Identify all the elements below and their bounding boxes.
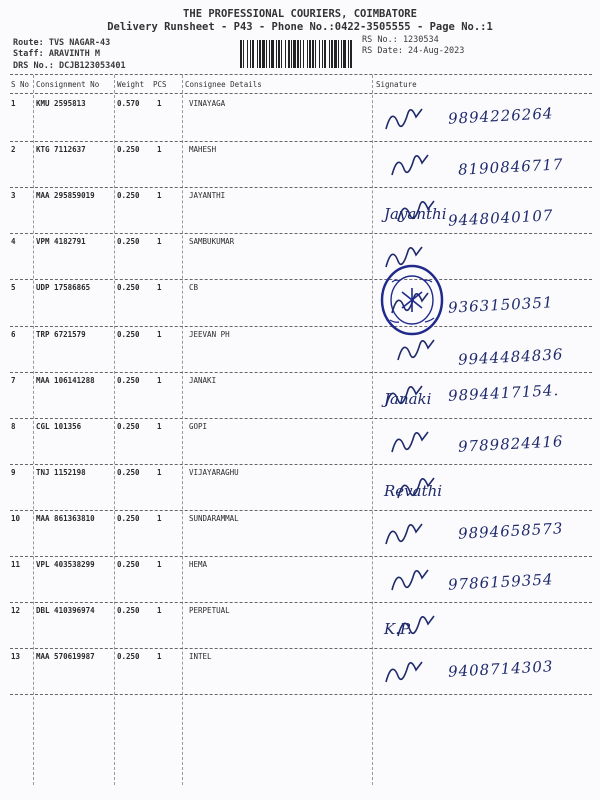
signature-phone: 9408714303 — [447, 657, 554, 681]
barcode-bar — [319, 40, 320, 68]
company-name: THE PROFESSIONAL COURIERS, COIMBATORE — [183, 8, 417, 20]
row-weight: 0.250 — [117, 652, 140, 662]
row-consignment: TNJ 1152198 — [36, 467, 86, 477]
row-consignee: PERPETUAL — [189, 606, 230, 616]
barcode-bar — [343, 40, 346, 68]
row-consignment: VPM 4182791 — [36, 237, 86, 247]
row-weight: 0.250 — [117, 467, 140, 477]
barcode-bar — [312, 40, 314, 68]
row-consignee: MAHESH — [189, 145, 217, 155]
header-top-rule — [10, 74, 592, 75]
row-pcs: 1 — [157, 606, 162, 616]
row-separator — [10, 510, 592, 511]
row-signature — [378, 560, 588, 604]
row-consignee: VIJAYARAGHU — [189, 467, 239, 477]
row-consignee: SAMBUKUMAR — [189, 237, 235, 247]
barcode-bar — [285, 40, 286, 68]
row-sno: 4 — [11, 237, 16, 247]
row-consignee: SUNDARAMMAL — [189, 513, 239, 523]
row-pcs: 1 — [157, 652, 162, 662]
row-consignee: JEEVAN PH — [189, 329, 230, 339]
row-separator — [10, 326, 592, 327]
barcode-bar — [288, 40, 290, 68]
barcode-bar — [350, 40, 352, 68]
row-sno: 1 — [11, 99, 16, 108]
row-sno: 5 — [11, 283, 16, 293]
signature-phone: 9894226264 — [447, 104, 554, 128]
barcode-bar — [309, 40, 311, 68]
signature-phone: 9944484836 — [457, 344, 564, 369]
barcode-bar — [271, 40, 274, 68]
row-signature — [378, 191, 588, 235]
row-sno: 2 — [11, 145, 16, 155]
signature-name: Jayanthi — [384, 205, 447, 224]
barcode-bar — [257, 40, 258, 68]
row-consignee: GOPI — [189, 421, 208, 431]
row-consignment: MAA 570619987 — [36, 652, 95, 662]
col-divider — [114, 75, 115, 785]
row-pcs: 1 — [157, 237, 162, 247]
barcode-bar — [307, 40, 308, 68]
row-pcs: 1 — [157, 329, 162, 339]
row-separator — [10, 418, 592, 419]
barcode-bar — [243, 40, 244, 68]
runsheet-title — [0, 8, 600, 34]
row-sno: 9 — [11, 467, 16, 477]
barcode-bar — [293, 40, 296, 68]
row-signature — [378, 652, 588, 696]
rs-number: RS No.: 1230534 — [362, 35, 439, 45]
col-header-weight: Weight — [117, 80, 145, 89]
signature-phone: 9894417154. — [447, 380, 560, 405]
row-pcs: 1 — [157, 421, 162, 431]
row-signature — [378, 99, 588, 143]
row-weight: 0.250 — [117, 145, 140, 155]
drs-number: DRS No.: DCJB123053401 — [13, 61, 126, 71]
row-sno: 3 — [11, 191, 16, 201]
row-weight: 0.250 — [117, 329, 140, 339]
row-signature — [378, 422, 588, 466]
col-header-sno: S No — [11, 80, 30, 89]
row-pcs: 1 — [157, 99, 162, 108]
barcode-bar — [281, 40, 282, 68]
row-consignment: KTG 7112637 — [36, 145, 86, 155]
col-header-pcs: PCS — [153, 80, 167, 89]
row-weight: 0.250 — [117, 513, 140, 523]
signature-phone: 9789824416 — [457, 431, 564, 456]
row-pcs: 1 — [157, 283, 162, 293]
row-signature — [378, 606, 588, 650]
signature-phone: 9894658573 — [457, 519, 564, 543]
barcode-bar — [322, 40, 323, 68]
row-weight: 0.570 — [117, 99, 140, 108]
row-separator — [10, 556, 592, 557]
row-separator — [10, 694, 592, 695]
header-bottom-rule — [10, 93, 592, 94]
row-separator — [10, 141, 592, 142]
col-divider — [33, 75, 34, 785]
row-weight: 0.250 — [117, 421, 140, 431]
row-signature — [378, 468, 588, 512]
barcode-bar — [303, 40, 304, 68]
signature-name: Revathi — [384, 481, 443, 500]
row-consignment: CGL 101356 — [36, 421, 82, 431]
barcode-bar — [266, 40, 267, 68]
row-separator — [10, 372, 592, 373]
row-separator — [10, 187, 592, 188]
row-consignment: UDP 17586865 — [36, 283, 91, 293]
row-sno: 13 — [11, 652, 21, 662]
col-divider — [182, 75, 183, 785]
row-separator — [10, 602, 592, 603]
runsheet-subtitle: Delivery Runsheet - P43 - Phone No.:0422-3505555 - Page No.:1 — [107, 21, 493, 33]
signature-phone: 8190846717 — [457, 155, 564, 179]
row-sno: 7 — [11, 375, 16, 385]
row-signature — [378, 376, 588, 420]
row-separator — [10, 279, 592, 280]
barcode-bar — [297, 40, 299, 68]
barcode-bar — [240, 40, 242, 68]
row-consignee: HEMA — [189, 560, 208, 569]
row-consignee: CB — [189, 283, 199, 293]
row-signature — [378, 145, 588, 189]
barcode-bar — [291, 40, 292, 68]
row-consignment: TRP 6721579 — [36, 329, 86, 339]
row-consignee: JAYANTHI — [189, 191, 226, 201]
row-consignment: KMU 2595813 — [36, 99, 86, 108]
row-consignment: MAA 861363810 — [36, 513, 95, 523]
barcode-bar — [300, 40, 301, 68]
row-sno: 12 — [11, 606, 21, 616]
row-consignment: MAA 106141288 — [36, 375, 95, 385]
barcode-bar — [269, 40, 270, 68]
row-consignee: INTEL — [189, 652, 212, 662]
row-weight: 0.250 — [117, 560, 140, 569]
staff-label: Staff: ARAVINTH M — [13, 49, 100, 59]
col-header-signature: Signature — [376, 80, 417, 89]
row-separator — [10, 233, 592, 234]
signature-phone: 9448040107 — [447, 206, 554, 230]
barcode — [240, 40, 355, 68]
row-pcs: 1 — [157, 145, 162, 155]
row-weight: 0.250 — [117, 283, 140, 293]
rs-date: RS Date: 24-Aug-2023 — [362, 46, 465, 56]
barcode-bar — [247, 40, 248, 68]
barcode-bar — [338, 40, 339, 68]
barcode-bar — [278, 40, 280, 68]
col-header-consignment: Consignment No — [36, 80, 100, 89]
row-pcs: 1 — [157, 467, 162, 477]
row-pcs: 1 — [157, 375, 162, 385]
row-separator — [10, 464, 592, 465]
col-header-consignee: Consignee Details — [185, 80, 262, 89]
row-weight: 0.250 — [117, 191, 140, 201]
barcode-bar — [329, 40, 330, 68]
col-divider — [372, 75, 373, 785]
row-consignee: VINAYAGA — [189, 99, 226, 108]
barcode-bar — [315, 40, 316, 68]
row-pcs: 1 — [157, 513, 162, 523]
row-signature — [378, 514, 588, 558]
barcode-bar — [324, 40, 326, 68]
row-sno: 10 — [11, 513, 21, 523]
barcode-bar — [334, 40, 337, 68]
barcode-bar — [341, 40, 342, 68]
signature-name: K.P. — [384, 620, 412, 639]
row-consignment: VPL 403538299 — [36, 560, 95, 569]
delivery-stamp — [378, 262, 446, 338]
row-pcs: 1 — [157, 191, 162, 201]
barcode-bar — [259, 40, 261, 68]
row-sno: 6 — [11, 329, 16, 339]
barcode-bar — [262, 40, 265, 68]
row-weight: 0.250 — [117, 237, 140, 247]
row-consignment: DBL 410396974 — [36, 606, 95, 616]
row-pcs: 1 — [157, 560, 162, 569]
signature-phone: 9786159354 — [447, 570, 554, 594]
route-label: Route: TVS NAGAR-43 — [13, 38, 111, 48]
row-sno: 8 — [11, 421, 16, 431]
barcode-bar — [276, 40, 277, 68]
row-separator — [10, 648, 592, 649]
barcode-bar — [252, 40, 254, 68]
barcode-bar — [250, 40, 251, 68]
signature-name: Janaki — [384, 389, 432, 408]
row-sno: 11 — [11, 560, 21, 569]
barcode-bar — [331, 40, 333, 68]
row-weight: 0.250 — [117, 606, 140, 616]
row-consignee: JANAKI — [189, 375, 217, 385]
row-consignment: MAA 295859019 — [36, 191, 95, 201]
row-weight: 0.250 — [117, 375, 140, 385]
signature-phone: 9363150351 — [447, 293, 554, 318]
barcode-bar — [348, 40, 349, 68]
